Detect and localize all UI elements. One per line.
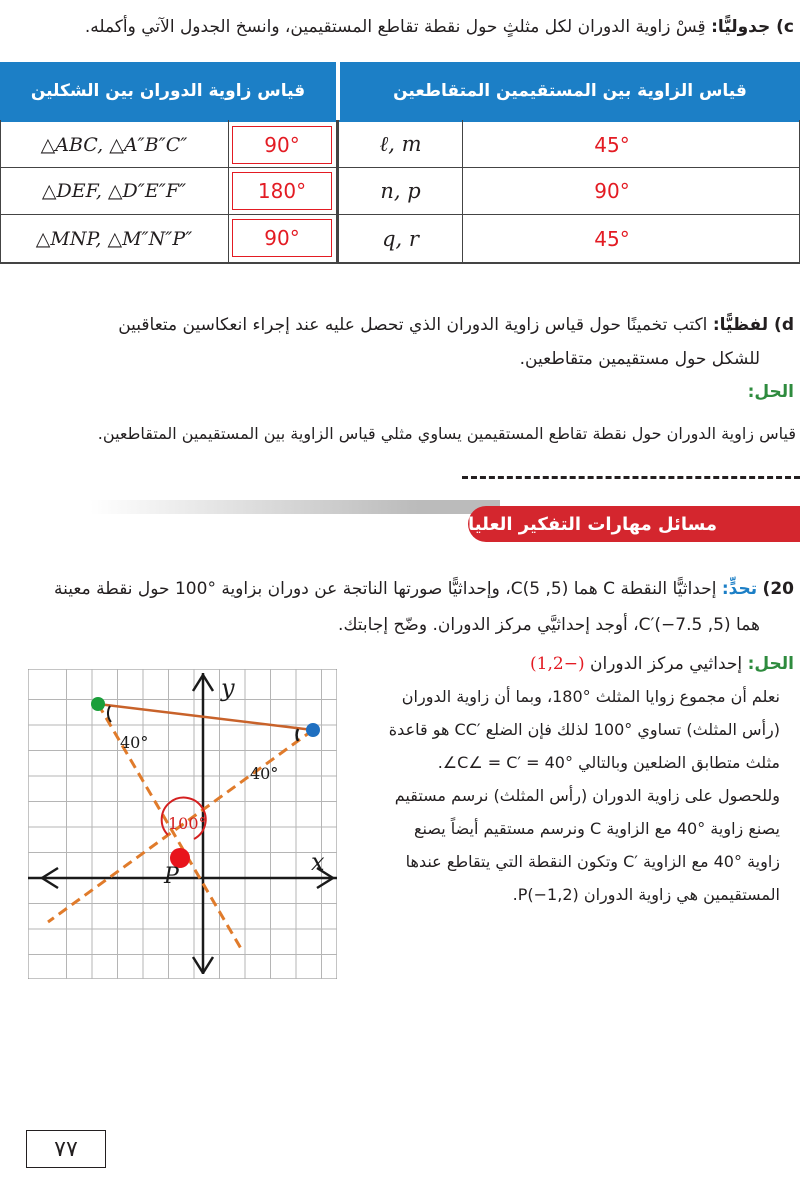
angle-arc-right (297, 729, 298, 741)
solution-d-label: الحل: (747, 382, 794, 402)
table-header-rotation-angle: قياس زاوية الدوران بين الشكلين (0, 62, 336, 120)
section-banner (468, 506, 800, 542)
table-row-1-triangles: △ABC, △A″B″C″ (40, 133, 188, 156)
problem-20 (4, 574, 794, 604)
angle-top-label: 40° (120, 733, 149, 752)
question-d-line1: اكتب تخمينًا حول قياس زاوية الدوران الذي تحصل عليه عند إجراء انعكاسين متعاقبين (118, 315, 708, 335)
section-banner-title: مسائل مهارات التفكير العليا (468, 513, 718, 535)
table-row-3-triangles: △MNP, △M″N″P″ (35, 227, 193, 250)
problem-20-line2: هما (5, 7.5−)′C، أوجد إحداثيَّي مركز الدوران. وضّح إجابتك. (338, 615, 760, 635)
question-d-label: d) لفظيًّا: (712, 315, 794, 335)
point-p-label: P (164, 864, 179, 889)
y-axis-label: y (221, 674, 235, 702)
question-c-label: c) جدوليًّا: (711, 17, 794, 37)
explanation-line-1: نعلم أن مجموع زوايا المثلث °180، وبما أن زاوية الدوران (401, 687, 780, 706)
page-number: ٧٧ (26, 1130, 106, 1168)
table-row-3-rotation: 90° (264, 226, 300, 250)
table-row-2-triangles: △DEF, △D″E″F″ (41, 180, 187, 202)
table-row-1-lines: ℓ, m (379, 132, 422, 156)
explanation-line-6: زاوية °40 مع الزاوية ′C وتكون النقطة التي يتقاطع عندها (405, 852, 780, 871)
explanation-line-4: وللحصول على زاوية الدوران (رأس المثلث) نرسم مستقيم (394, 786, 780, 805)
rotation-graph (28, 669, 337, 979)
table-row-1-rotation: 90° (264, 133, 300, 157)
solution-20-label: الحل: (747, 654, 794, 674)
table-row-2-lines: n, p (380, 179, 421, 203)
problem-20-line1: إحداثيًّا النقطة C هما (5, 5)C، وإحداثيًّا صورتها الناتجة عن دوران بزاوية °100 حول نقطة معينة (54, 579, 717, 599)
question-d-line2: للشكل حول مستقيمين متقاطعين. (519, 349, 760, 369)
point-c-prime (91, 697, 105, 711)
dashed-separator (462, 476, 800, 479)
explanation-line-2: (رأس المثلث) تساوي °100 لذلك فإن الضلع ′CC هو قاعدة (388, 720, 780, 739)
solution-20-coords: (−1,2) (530, 654, 585, 674)
table-row-3-line-angle: 45° (594, 226, 630, 251)
banner-shadow (90, 500, 500, 514)
table-row-1-line-angle: 45° (594, 132, 630, 157)
table-row-2-line-angle: 90° (594, 179, 630, 203)
rotation-table (0, 62, 800, 264)
explanation-line-3: مثلث متطابق الضلعين وبالتالي °40 = ′C∠ = C∠. (437, 753, 780, 772)
solution-20-text: إحداثيي مركز الدوران (590, 654, 743, 674)
problem-20-label: تحدٍّ: (721, 579, 758, 599)
explanation-line-5: يصنع زاوية °40 مع الزاوية C ونرسم مستقيم أيضاً يصنع (414, 819, 780, 838)
table-header-line-angle: قياس الزاوية بين المستقيمين المتقاطعين (340, 62, 800, 120)
question-c-text: قِسْ زاوية الدوران لكل مثلثٍ حول نقطة تقاطع المستقيمين، وانسخ الجدول الآتي وأكمله. (84, 17, 706, 37)
explanation-line-7: المستقيمين هي زاوية الدوران P(−1,2). (512, 885, 780, 904)
angle-right-label: 40° (250, 764, 279, 783)
angle-center-label: 100° (168, 814, 207, 833)
question-d (14, 310, 794, 340)
table-row-3-lines: q, r (382, 226, 419, 251)
table-row-2-rotation: 180° (257, 179, 307, 203)
solution-d-text: قياس زاوية الدوران حول نقطة تقاطع المستقيمين يساوي مثلي قياس الزاوية بين المستقيمين المتقاطعين. (97, 424, 796, 443)
problem-20-number: 20) (762, 579, 794, 599)
question-c (10, 12, 794, 42)
x-axis-label: x (311, 848, 325, 876)
point-c (306, 723, 320, 737)
solution-20 (530, 654, 794, 674)
